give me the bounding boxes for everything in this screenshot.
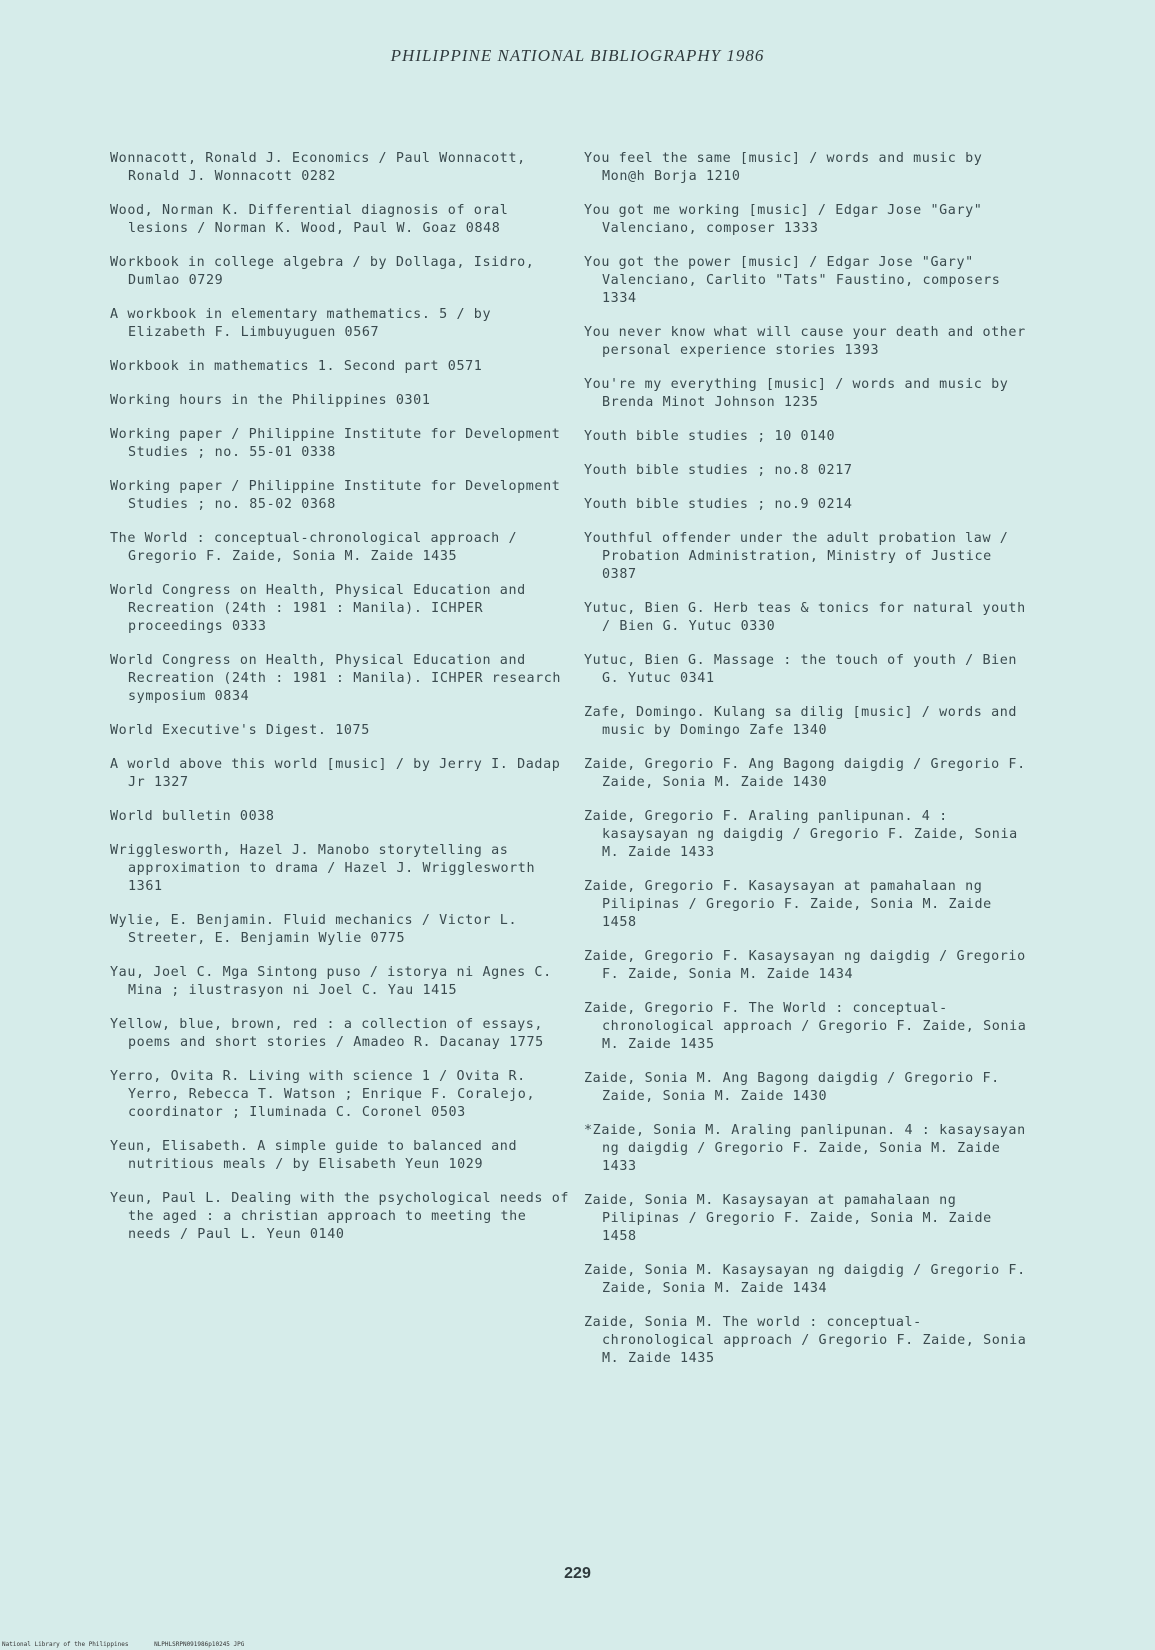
- bibliography-entry: Youth bible studies ; no.9 0214: [584, 497, 853, 512]
- bibliography-entry: World Congress on Health, Physical Education and Recreation (24th : 1981 : Manila). ICHPER proceedings 0333: [110, 583, 526, 634]
- bibliography-entry: Working paper / Philippine Institute for Development Studies ; no. 85-02 0368: [110, 479, 561, 512]
- bibliography-entry: Wylie, E. Benjamin. Fluid mechanics / Victor L. Streeter, E. Benjamin Wylie 0775: [110, 913, 518, 946]
- bibliography-entry: Zaide, Sonia M. Kasaysayan ng daigdig / Gregorio F. Zaide, Sonia M. Zaide 1434: [584, 1263, 1026, 1296]
- bibliography-entry: Youth bible studies ; no.8 0217: [584, 463, 853, 478]
- bibliography-entry: Zaide, Gregorio F. Ang Bagong daigdig / Gregorio F. Zaide, Sonia M. Zaide 1430: [584, 757, 1026, 790]
- bibliography-entry: Youthful offender under the adult probation law / Probation Administration, Ministry of Justice 0387: [584, 531, 1009, 582]
- bibliography-entry: Zaide, Gregorio F. Kasaysayan ng daigdig / Gregorio F. Zaide, Sonia M. Zaide 1434: [584, 949, 1026, 982]
- bibliography-entry: A world above this world [music] / by Jerry I. Dadap Jr 1327: [110, 757, 561, 790]
- bibliography-entry: You got the power [music] / Edgar Jose "Gary" Valenciano, Carlito "Tats" Faustino, composers 1334: [584, 255, 1001, 306]
- page-number: 229: [564, 1565, 591, 1582]
- right-column: [584, 150, 1034, 1384]
- bibliography-entry: Zaide, Gregorio F. The World : conceptual-chronological approach / Gregorio F. Zaide, Sonia M. Zaide 1435: [584, 1001, 1027, 1052]
- bibliography-entry: Yeun, Elisabeth. A simple guide to balanced and nutritious meals / by Elisabeth Yeun 1029: [110, 1139, 518, 1172]
- bibliography-entry: Yau, Joel C. Mga Sintong puso / istorya ni Agnes C. Mina ; ilustrasyon ni Joel C. Yau 1415: [110, 965, 552, 998]
- bibliography-entry: *Zaide, Sonia M. Araling panlipunan. 4 : kasaysayan ng daigdig / Gregorio F. Zaide, Sonia M. Zaide 1433: [584, 1123, 1026, 1174]
- left-column: [110, 150, 570, 1260]
- page-title: PHILIPPINE NATIONAL BIBLIOGRAPHY 1986: [390, 46, 765, 65]
- bibliography-entry: Yutuc, Bien G. Massage : the touch of youth / Bien G. Yutuc 0341: [584, 653, 1018, 686]
- scan-footer: [2, 1641, 266, 1648]
- bibliography-entry: You got me working [music] / Edgar Jose "Gary" Valenciano, composer 1333: [584, 203, 983, 236]
- bibliography-entry: Zaide, Gregorio F. Araling panlipunan. 4 : kasaysayan ng daigdig / Gregorio F. Zaide, Sonia M. Zaide 1433: [584, 809, 1018, 860]
- bibliography-entry: Zaide, Gregorio F. Kasaysayan at pamahalaan ng Pilipinas / Gregorio F. Zaide, Sonia M. Zaide 1458: [584, 879, 992, 930]
- bibliography-entry: Wood, Norman K. Differential diagnosis of oral lesions / Norman K. Wood, Paul W. Goaz 0848: [110, 203, 509, 236]
- bibliography-entry: You never know what will cause your death and other personal experience stories 1393: [584, 325, 1026, 358]
- bibliography-entry: Zaide, Sonia M. Ang Bagong daigdig / Gregorio F. Zaide, Sonia M. Zaide 1430: [584, 1071, 1000, 1104]
- bibliography-entry: Workbook in college algebra / by Dollaga, Isidro, Dumlao 0729: [110, 255, 535, 288]
- bibliography-entry: Yerro, Ovita R. Living with science 1 / Ovita R. Yerro, Rebecca T. Watson ; Enrique F. Coralejo, coordinator ; Iluminada C. Coronel 0503: [110, 1069, 536, 1120]
- bibliography-entry: World Executive's Digest. 1075: [110, 723, 370, 738]
- bibliography-entry: Yeun, Paul L. Dealing with the psychological needs of the aged : a christian approach to meeting the needs / Paul L. Yeun 0140: [110, 1191, 570, 1242]
- bibliography-entry: Wrigglesworth, Hazel J. Manobo storytelling as approximation to drama / Hazel J. Wrigglesworth 1361: [110, 843, 536, 894]
- footer-library: National Library of the Philippines: [2, 1641, 129, 1648]
- bibliography-entry: Zaide, Sonia M. The world : conceptual-chronological approach / Gregorio F. Zaide, Sonia M. Zaide 1435: [584, 1315, 1027, 1366]
- bibliography-entry: You're my everything [music] / words and music by Brenda Minot Johnson 1235: [584, 377, 1009, 410]
- bibliography-entry: You feel the same [music] / words and music by Mon@h Borja 1210: [584, 151, 983, 184]
- bibliography-entry: Working hours in the Philippines 0301: [110, 393, 431, 408]
- bibliography-entry: Wonnacott, Ronald J. Economics / Paul Wonnacott, Ronald J. Wonnacott 0282: [110, 151, 526, 184]
- bibliography-entry: Zaide, Sonia M. Kasaysayan at pamahalaan ng Pilipinas / Gregorio F. Zaide, Sonia M. Zaide 1458: [584, 1193, 992, 1244]
- bibliography-entry: Working paper / Philippine Institute for Development Studies ; no. 55-01 0338: [110, 427, 561, 460]
- bibliography-entry: The World : conceptual-chronological approach / Gregorio F. Zaide, Sonia M. Zaide 1435: [110, 531, 518, 564]
- bibliography-entry: Yutuc, Bien G. Herb teas & tonics for natural youth / Bien G. Yutuc 0330: [584, 601, 1026, 634]
- bibliography-entry: Workbook in mathematics 1. Second part 0571: [110, 359, 483, 374]
- bibliography-entry: Zafe, Domingo. Kulang sa dilig [music] / words and music by Domingo Zafe 1340: [584, 705, 1018, 738]
- bibliography-entry: World Congress on Health, Physical Education and Recreation (24th : 1981 : Manila). ICHPER research symposium 0834: [110, 653, 562, 704]
- bibliography-entry: A workbook in elementary mathematics. 5 / by Elizabeth F. Limbuyuguen 0567: [110, 307, 492, 340]
- footer-file-id: NLPHLSRPN091986p10245 JPG: [154, 1641, 245, 1648]
- bibliography-entry: Yellow, blue, brown, red : a collection of essays, poems and short stories / Amadeo R. Dacanay 1775: [110, 1017, 544, 1050]
- bibliography-entry: World bulletin 0038: [110, 809, 275, 824]
- bibliography-entry: Youth bible studies ; 10 0140: [584, 429, 836, 444]
